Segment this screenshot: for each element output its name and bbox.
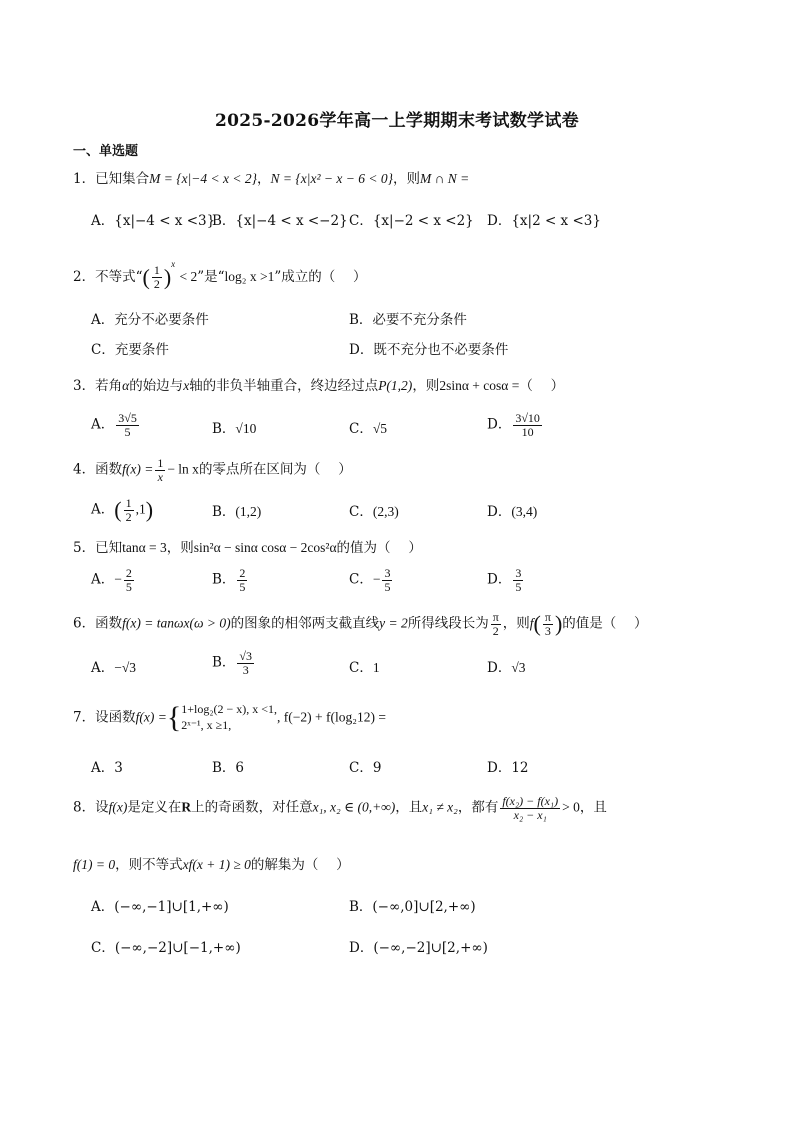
question-1-option-c: C．{x|−2 < x <2}: [349, 213, 474, 229]
question-2-option-d: D．既不充分也不必要条件: [349, 342, 509, 358]
question-5-option-d: D． $\frac{3}{5}$: [487, 566, 522, 594]
question-8-option-b: B．(−∞,0]∪[2,+∞): [349, 899, 476, 915]
question-6-stem: 6．函数f(x) = tanωx(ω > 0)的图象的相邻两支截直线y = 2所得线段长为 $\frac{\pi}{2}$ ，则f( $\frac{\pi}{3}$ )的值是（ ）: [73, 610, 648, 638]
question-4-option-d: D．(3,4): [487, 504, 538, 520]
question-5-option-c: C．− $\frac{3}{5}$: [349, 566, 391, 594]
question-8-stem-line2: f(1) = 0，则不等式xf(x + 1) ≥ 0的解集为（ ）: [73, 857, 350, 873]
section-heading: 一、单选题: [73, 144, 139, 159]
question-8-stem: 8．设f(x)是定义在R上的奇函数，对任意x₁, x₂ ∈ (0,+∞)，且x₁ ≠ x₂，都有 $\frac{\text{f(x₂) − f(x₁)}}{\text{x₂ − x₁}}$ > 0，且: [73, 794, 607, 822]
question-2-option-a: A．充分不必要条件: [91, 312, 209, 328]
question-6-option-b: B． $\frac{√3}{3}$: [212, 649, 253, 677]
question-7-option-b: B．6: [212, 760, 245, 776]
question-3-stem: 3．若角α的始边与x轴的非负半轴重合，终边经过点P(1,2)，则2sinα + cosα =（ ）: [73, 378, 565, 394]
question-7-option-d: D．12: [487, 760, 529, 776]
question-5-option-b: B． $\frac{2}{5}$: [212, 566, 246, 594]
question-3-option-c: C．√5: [349, 421, 388, 437]
question-8-option-c: C．(−∞,−2]∪[−1,+∞): [91, 940, 241, 956]
question-1-stem: 1．已知集合M = {x|−4 < x < 2}，N = {x|x² − x − 6 < 0}，则M ∩ N =: [73, 171, 470, 187]
question-3-option-a: A． $\frac{3√5}{5}$: [91, 411, 137, 439]
question-8-option-d: D．(−∞,−2]∪[2,+∞): [349, 940, 488, 956]
question-2-option-c: C．充要条件: [91, 342, 169, 358]
question-6-option-a: A．−√3: [91, 660, 137, 676]
question-4-stem: 4．函数f(x) = $\frac{1}{x}$ − ln x的零点所在区间为（ ）: [73, 456, 352, 484]
question-2-option-b: B．必要不充分条件: [349, 312, 467, 328]
question-1-option-a: A．{x|−4 < x <3}: [91, 213, 216, 229]
question-7-option-a: A．3: [91, 760, 123, 776]
question-3-option-b: B．√10: [212, 421, 257, 437]
question-1-option-d: D．{x|2 < x <3}: [487, 213, 601, 229]
question-4-option-b: B．(1,2): [212, 504, 262, 520]
exam-title: 2025-2026学年高一上学期期末考试数学试卷: [215, 111, 579, 131]
question-4-option-a: A．( $\frac{1}{2}$ ,1): [91, 496, 154, 524]
question-6-option-d: D．√3: [487, 660, 526, 676]
question-4-option-c: C．(2,3): [349, 504, 399, 520]
question-5-stem: 5．已知tanα = 3，则sin²α − sinα cosα − 2cos²α的值为（ ）: [73, 540, 422, 556]
question-7-option-c: C．9: [349, 760, 382, 776]
question-7-stem: 7．设函数f(x) ={ 1+log₂(2 − x), x <1, 2ˣ⁻¹, x ≥1, , f(−2) + f(log₂12) =: [73, 701, 386, 734]
question-8-option-a: A．(−∞,−1]∪[1,+∞): [91, 899, 229, 915]
question-6-option-c: C．1: [349, 660, 380, 676]
question-2-stem: 2．不等式“( $\frac{1}{2}$ )$^x$ < 2”是“log₂ x >1”成立的（ ）: [73, 259, 367, 291]
question-1-option-b: B．{x|−4 < x <−2}: [212, 213, 348, 229]
question-3-option-d: D． $\frac{3√10}{10}$: [487, 411, 540, 439]
question-5-option-a: A．− $\frac{2}{5}$: [91, 566, 132, 594]
